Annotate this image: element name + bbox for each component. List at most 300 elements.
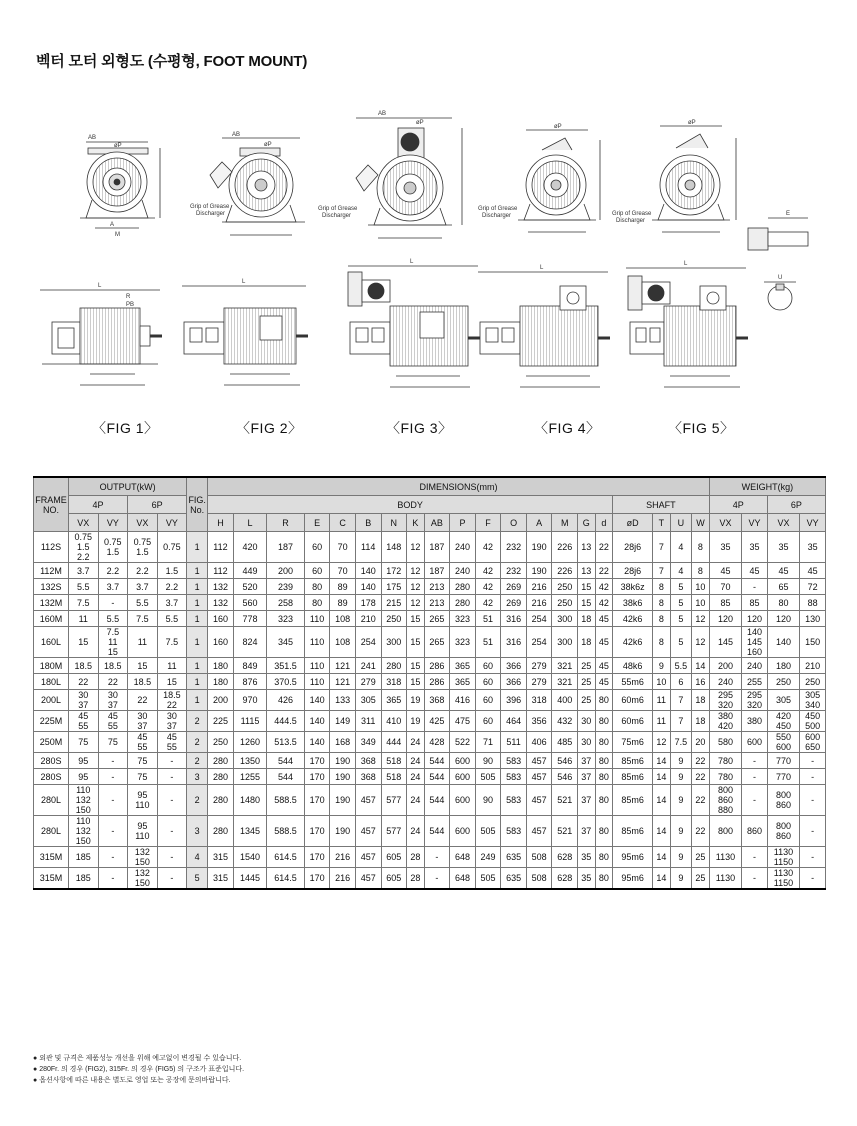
table-cell: 457 [526, 769, 552, 785]
table-cell: - [157, 847, 187, 868]
table-cell: 9 [670, 753, 692, 769]
table-cell: 112 [208, 563, 234, 579]
table-row [34, 847, 826, 868]
table-cell: 148 [381, 532, 407, 563]
fig-cell: 2 [187, 753, 208, 769]
fig-5-label: 〈FIG 5〉 [668, 420, 735, 436]
table-cell: 10 [653, 674, 671, 690]
frame-cell: 112M [34, 563, 69, 579]
table-cell: 345 [267, 627, 305, 658]
table-cell: 60 [304, 532, 330, 563]
table-cell: 140 [355, 563, 381, 579]
table-cell: 140 [767, 627, 799, 658]
table-cell: 449 [233, 563, 267, 579]
table-cell: 75 [128, 769, 158, 785]
fig-cell: 3 [187, 769, 208, 785]
table-cell: 323 [267, 611, 305, 627]
table-cell: 544 [424, 753, 450, 769]
body-dimension-subheader: AB [424, 514, 450, 532]
table-cell: 200 [267, 563, 305, 579]
table-cell: 80 [595, 769, 613, 785]
table-cell: 215 [381, 595, 407, 611]
table-cell: 457 [355, 868, 381, 890]
table-cell: 3.7 [69, 563, 99, 579]
table-cell: 648 [450, 868, 476, 890]
table-row [34, 595, 826, 611]
table-cell: 544 [424, 816, 450, 847]
table-cell: - [157, 785, 187, 816]
table-cell: - [800, 753, 826, 769]
table-cell: 3.7 [128, 579, 158, 595]
table-cell: 30 37 [98, 690, 128, 711]
table-cell: 213 [424, 595, 450, 611]
table-cell: 15 [128, 658, 158, 674]
table-cell: 269 [501, 595, 527, 611]
table-cell: 583 [501, 816, 527, 847]
table-cell: - [742, 753, 768, 769]
footnotes [33, 1053, 244, 1086]
table-cell: 315 [208, 868, 234, 890]
table-row [34, 816, 826, 847]
body-dimension-subheader: H [208, 514, 234, 532]
table-row [34, 579, 826, 595]
table-cell: 71 [475, 732, 501, 753]
table-cell: 250 [767, 674, 799, 690]
table-cell: 588.5 [267, 785, 305, 816]
fig-no-header: FIG. No. [187, 477, 208, 532]
table-cell: 396 [501, 690, 527, 711]
table-cell: 1130 1150 [767, 847, 799, 868]
table-cell: 577 [381, 816, 407, 847]
table-cell: 14 [653, 847, 671, 868]
body-dimension-subheader: R [267, 514, 305, 532]
fig-4-label: 〈FIG 4〉 [534, 420, 601, 436]
table-cell: 51 [475, 627, 501, 658]
table-cell: 4 [670, 563, 692, 579]
fig-cell: 1 [187, 658, 208, 674]
table-cell: 406 [526, 732, 552, 753]
table-cell: 240 [450, 563, 476, 579]
table-cell: 35 [800, 532, 826, 563]
weight-subheader: VX [709, 514, 741, 532]
table-cell: 295 320 [709, 690, 741, 711]
dimension-table [33, 476, 826, 890]
body-dimension-subheader: M [552, 514, 578, 532]
table-cell: - [800, 785, 826, 816]
table-cell: 28 [407, 868, 425, 890]
table-cell: - [800, 868, 826, 890]
shaft-dimension-subheader: T [653, 514, 671, 532]
table-cell: 190 [330, 785, 356, 816]
table-cell: 1480 [233, 785, 267, 816]
table-cell: 45 [800, 563, 826, 579]
table-cell: 286 [424, 658, 450, 674]
body-dimension-subheader: N [381, 514, 407, 532]
table-cell: 258 [267, 595, 305, 611]
table-cell: 24 [407, 785, 425, 816]
table-cell: 518 [381, 753, 407, 769]
table-cell: 0.75 1.5 [98, 532, 128, 563]
table-cell: - [157, 868, 187, 890]
table-cell: 15 [407, 611, 425, 627]
output-subheader: VX [69, 514, 99, 532]
table-cell: 600 [450, 769, 476, 785]
table-cell: 180 [208, 674, 234, 690]
fig-cell: 5 [187, 868, 208, 890]
weight-4p-header: 4P [709, 496, 767, 514]
table-cell: 280 [450, 579, 476, 595]
frame-cell: 132M [34, 595, 69, 611]
table-cell: 80 [595, 785, 613, 816]
table-cell: 133 [330, 690, 356, 711]
table-cell: 265 [424, 627, 450, 658]
table-cell: 380 [742, 711, 768, 732]
table-cell: 457 [526, 753, 552, 769]
table-cell: 860 [742, 816, 768, 847]
table-cell: 305 [767, 690, 799, 711]
table-row [34, 769, 826, 785]
table-row [34, 658, 826, 674]
frame-cell: 132S [34, 579, 69, 595]
table-cell: 600 [742, 732, 768, 753]
table-cell: 366 [501, 674, 527, 690]
table-cell: 380 420 [709, 711, 741, 732]
table-cell: 170 [304, 769, 330, 785]
table-cell: 321 [552, 658, 578, 674]
table-cell: 175 [381, 579, 407, 595]
table-cell: 121 [330, 674, 356, 690]
table-cell: 178 [355, 595, 381, 611]
table-cell: 11 [128, 627, 158, 658]
table-cell: 20 [692, 732, 710, 753]
table-cell: 22 [692, 753, 710, 769]
table-cell: 187 [424, 563, 450, 579]
table-cell: 216 [330, 868, 356, 890]
table-cell: 45 55 [128, 732, 158, 753]
table-cell: 518 [381, 769, 407, 785]
weight-subheader: VX [767, 514, 799, 532]
table-cell: - [98, 868, 128, 890]
table-cell: 216 [526, 595, 552, 611]
table-cell: 356 [526, 711, 552, 732]
table-cell: 22 [692, 769, 710, 785]
table-cell: 35 [578, 847, 596, 868]
table-cell: 110 [304, 627, 330, 658]
table-cell: 8 [653, 579, 671, 595]
table-cell: - [742, 847, 768, 868]
table-cell: 522 [450, 732, 476, 753]
table-cell: 11 [157, 658, 187, 674]
table-cell: 150 [800, 627, 826, 658]
table-cell: 279 [526, 658, 552, 674]
weight-header: WEIGHT(kg) [709, 477, 825, 496]
table-cell: 30 [578, 732, 596, 753]
table-cell: 368 [355, 769, 381, 785]
table-cell: 89 [330, 595, 356, 611]
table-cell: 12 [653, 732, 671, 753]
table-cell: 521 [552, 816, 578, 847]
discharger-label-fig5: Discharger [616, 218, 646, 224]
table-cell: 45 55 [98, 711, 128, 732]
fig2-front-view [210, 138, 305, 235]
table-cell: 185 [69, 847, 99, 868]
table-cell: 9 [653, 658, 671, 674]
footnote: ● 외관 및 규격은 제품성능 개선을 위해 예고없이 변경될 수 있습니다. [33, 1053, 244, 1064]
grip-label-fig4: Grip of Grease [478, 206, 518, 212]
table-cell: 22 [128, 690, 158, 711]
output-subheader: VY [98, 514, 128, 532]
table-cell: 45 [595, 627, 613, 658]
table-cell: - [742, 579, 768, 595]
table-cell: 605 [381, 868, 407, 890]
frame-cell: 280L [34, 785, 69, 816]
table-cell: 14 [692, 658, 710, 674]
grip-label-fig3: Grip of Grease [318, 206, 358, 212]
table-cell: 38k6z [613, 579, 653, 595]
table-cell: 140 145 160 [742, 627, 768, 658]
frame-cell: 250M [34, 732, 69, 753]
table-cell: 45 55 [69, 711, 99, 732]
table-cell: 614.5 [267, 868, 305, 890]
table-cell: 366 [501, 658, 527, 674]
discharger-label-fig3: Discharger [322, 213, 352, 219]
label-l-fig5: L [684, 261, 688, 267]
table-cell: 216 [526, 579, 552, 595]
table-cell: 95m6 [613, 868, 653, 890]
table-cell: 286 [424, 674, 450, 690]
table-cell: 444 [381, 732, 407, 753]
table-cell: 7 [670, 711, 692, 732]
output-6p-header: 6P [128, 496, 187, 514]
table-cell: 323 [450, 611, 476, 627]
table-cell: 600 [450, 753, 476, 769]
table-cell: 132 [208, 595, 234, 611]
weight-subheader: VY [800, 514, 826, 532]
table-cell: 318 [381, 674, 407, 690]
frame-cell: 160M [34, 611, 69, 627]
table-cell: 42 [595, 579, 613, 595]
table-cell: 323 [450, 627, 476, 658]
table-cell: 88 [800, 595, 826, 611]
table-cell: 80 [595, 816, 613, 847]
table-cell: 120 [742, 611, 768, 627]
table-cell: 5 [670, 627, 692, 658]
table-cell: 121 [330, 658, 356, 674]
table-cell: 19 [407, 690, 425, 711]
table-cell: 11 [653, 711, 671, 732]
table-cell: 600 [450, 785, 476, 816]
table-cell: 22 [692, 785, 710, 816]
table-cell: 25 [692, 847, 710, 868]
weight-6p-header: 6P [767, 496, 825, 514]
table-cell: 628 [552, 868, 578, 890]
table-cell: 45 [767, 563, 799, 579]
table-cell: 80 [595, 732, 613, 753]
fig3-side-view [348, 266, 480, 387]
table-cell: 35 [767, 532, 799, 563]
table-cell: 172 [381, 563, 407, 579]
table-cell: 60 [475, 658, 501, 674]
dimensions-header: DIMENSIONS(mm) [208, 477, 710, 496]
table-cell: 410 [381, 711, 407, 732]
table-cell: 22 [692, 816, 710, 847]
table-cell: 145 [709, 627, 741, 658]
frame-cell: 112S [34, 532, 69, 563]
table-cell: 457 [526, 785, 552, 816]
table-row [34, 711, 826, 732]
table-cell: 583 [501, 769, 527, 785]
table-cell: 170 [304, 753, 330, 769]
table-row [34, 563, 826, 579]
table-cell: 351.5 [267, 658, 305, 674]
table-cell: 170 [304, 868, 330, 890]
table-cell: 279 [355, 674, 381, 690]
table-cell: 15 [578, 579, 596, 595]
table-cell: 70 [330, 532, 356, 563]
table-cell: 2.2 [98, 563, 128, 579]
table-cell: 550 600 [767, 732, 799, 753]
body-dimension-subheader: E [304, 514, 330, 532]
table-cell: 18.5 [128, 674, 158, 690]
table-cell: 60m6 [613, 711, 653, 732]
table-cell: 239 [267, 579, 305, 595]
table-cell: 8 [692, 563, 710, 579]
table-cell: 140 [304, 711, 330, 732]
table-row [34, 611, 826, 627]
table-cell: 770 [767, 753, 799, 769]
label-pb-fig1: PB [126, 302, 135, 308]
table-cell: 225 [208, 711, 234, 732]
table-cell: 130 [800, 611, 826, 627]
table-cell: 400 [552, 690, 578, 711]
table-cell: 15 [407, 658, 425, 674]
table-cell: 18.5 [69, 658, 99, 674]
table-cell: 42 [475, 563, 501, 579]
table-cell: 241 [355, 658, 381, 674]
table-cell: 485 [552, 732, 578, 753]
table-cell: 4 [670, 532, 692, 563]
frame-cell: 180M [34, 658, 69, 674]
table-cell: 457 [355, 816, 381, 847]
table-cell: 1255 [233, 769, 267, 785]
table-cell: 170 [304, 785, 330, 816]
table-cell: 180 [767, 658, 799, 674]
table-cell: 18.5 22 [157, 690, 187, 711]
table-cell: 149 [330, 711, 356, 732]
table-cell: 280 [208, 785, 234, 816]
table-cell: 190 [526, 563, 552, 579]
table-cell: 1130 [709, 847, 741, 868]
table-cell: 42 [595, 595, 613, 611]
table-cell: 85 [709, 595, 741, 611]
table-cell: 614.5 [267, 847, 305, 868]
table-cell: 37 [578, 769, 596, 785]
fig-cell: 4 [187, 847, 208, 868]
table-cell: 45 [595, 658, 613, 674]
table-cell: 85m6 [613, 816, 653, 847]
table-cell: 190 [330, 816, 356, 847]
table-cell: 5 [670, 579, 692, 595]
table-cell: 824 [233, 627, 267, 658]
table-cell: 1.5 [157, 563, 187, 579]
table-cell: 425 [424, 711, 450, 732]
table-cell: 546 [552, 753, 578, 769]
table-cell: 70 [330, 563, 356, 579]
table-cell: 14 [653, 769, 671, 785]
table-row [34, 868, 826, 890]
table-cell: 600 650 [800, 732, 826, 753]
table-cell: 42k6 [613, 627, 653, 658]
table-cell: 505 [475, 868, 501, 890]
table-cell: 8 [653, 627, 671, 658]
table-cell: 75 [98, 732, 128, 753]
footnote: ● 280Fr. 의 경우 (FIG2), 315Fr. 의 경우 (FIG5) 의 구조가 표준입니다. [33, 1064, 244, 1075]
table-cell: 85m6 [613, 769, 653, 785]
table-cell: 970 [233, 690, 267, 711]
fig-cell: 1 [187, 595, 208, 611]
table-cell: - [157, 816, 187, 847]
table-cell: 110 [304, 674, 330, 690]
table-cell: 80 [304, 579, 330, 595]
label-l-fig3: L [410, 259, 414, 265]
table-cell: 9 [670, 769, 692, 785]
table-cell: 800 [709, 816, 741, 847]
table-cell: 365 [381, 690, 407, 711]
table-cell: 505 [475, 816, 501, 847]
table-cell: 187 [267, 532, 305, 563]
table-cell: 35 [709, 532, 741, 563]
table-cell: 14 [653, 816, 671, 847]
table-cell: 25 [692, 868, 710, 890]
table-cell: 42 [475, 579, 501, 595]
fig-cell: 3 [187, 816, 208, 847]
table-cell: 190 [330, 753, 356, 769]
label-e-shaft: E [786, 211, 791, 217]
table-row [34, 532, 826, 563]
table-cell: 15 [407, 627, 425, 658]
body-dimension-subheader: A [526, 514, 552, 532]
output-subheader: VY [157, 514, 187, 532]
table-cell: 605 [381, 847, 407, 868]
table-cell: 280 [450, 595, 476, 611]
footnote: ● 옵션사항에 따른 내용은 별도로 영업 또는 공장에 문의바랍니다. [33, 1075, 244, 1086]
table-cell: 305 [355, 690, 381, 711]
table-cell: 9 [670, 785, 692, 816]
weight-subheader: VY [742, 514, 768, 532]
table-cell: 160 [208, 627, 234, 658]
table-cell: 168 [330, 732, 356, 753]
table-cell: 1130 1150 [767, 868, 799, 890]
table-cell: 7.5 [69, 595, 99, 611]
frame-no-header: FRAME NO. [34, 477, 69, 532]
table-cell: 170 [304, 847, 330, 868]
table-cell: 311 [355, 711, 381, 732]
table-cell: 250 [208, 732, 234, 753]
table-cell: 45 [742, 563, 768, 579]
table-cell: 22 [69, 674, 99, 690]
table-cell: 120 [709, 611, 741, 627]
table-cell: 800 860 880 [709, 785, 741, 816]
label-m-fig1: M [115, 232, 120, 238]
fig-1-label: 〈FIG 1〉 [92, 420, 159, 436]
table-cell: 1350 [233, 753, 267, 769]
label-l-fig1: L [98, 283, 102, 289]
table-cell: 16 [692, 674, 710, 690]
discharger-label-fig4: Discharger [482, 213, 512, 219]
table-cell: 108 [330, 611, 356, 627]
shaft-header: SHAFT [613, 496, 710, 514]
table-cell: 279 [526, 674, 552, 690]
